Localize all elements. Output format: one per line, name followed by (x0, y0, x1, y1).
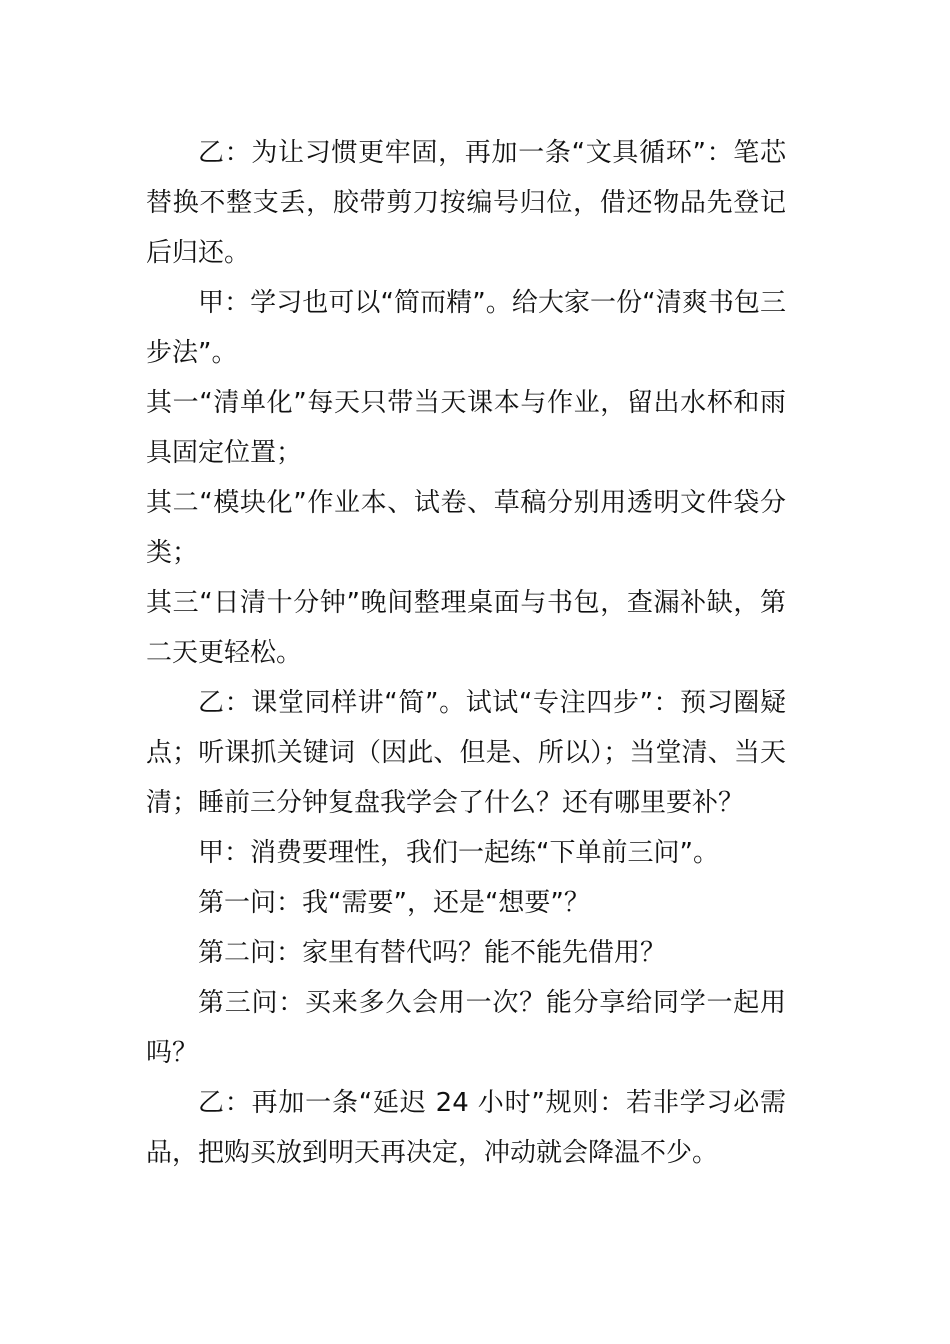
paragraph-10: 第三问：买来多久会用一次？能分享给同学一起用吗？ (146, 988, 786, 1068)
paragraph-5: 其三“日清十分钟”晚间整理桌面与书包，查漏补缺，第二天更轻松。 (146, 588, 786, 668)
paragraph-8: 第一问：我“需要”，还是“想要”？ (198, 888, 590, 918)
paragraph-7: 甲：消费要理性，我们一起练“下单前三问”。 (198, 838, 719, 868)
paragraph-3: 其一“清单化”每天只带当天课本与作业，留出水杯和雨具固定位置； (146, 388, 786, 468)
document-body (146, 128, 786, 1178)
paragraph-6: 乙：课堂同样讲“简”。试试“专注四步”：预习圈疑点；听课抓关键词（因此、但是、所以）；当堂清、当天清；睡前三分钟复盘我学会了什么？还有哪里要补？ (146, 688, 786, 818)
paragraph-4: 其二“模块化”作业本、试卷、草稿分别用透明文件袋分类； (146, 488, 786, 568)
paragraph-9: 第二问：家里有替代吗？能不能先借用？ (198, 938, 667, 968)
paragraph-11: 乙：再加一条“延迟 24 小时”规则：若非学习必需品，把购买放到明天再决定，冲动就会降温不少。 (146, 1088, 786, 1168)
paragraph-1: 乙：为让习惯更牢固，再加一条“文具循环”：笔芯替换不整支丢，胶带剪刀按编号归位，借还物品先登记后归还。 (146, 138, 786, 268)
paragraph-2: 甲：学习也可以“简而精”。给大家一份“清爽书包三步法”。 (146, 288, 786, 368)
